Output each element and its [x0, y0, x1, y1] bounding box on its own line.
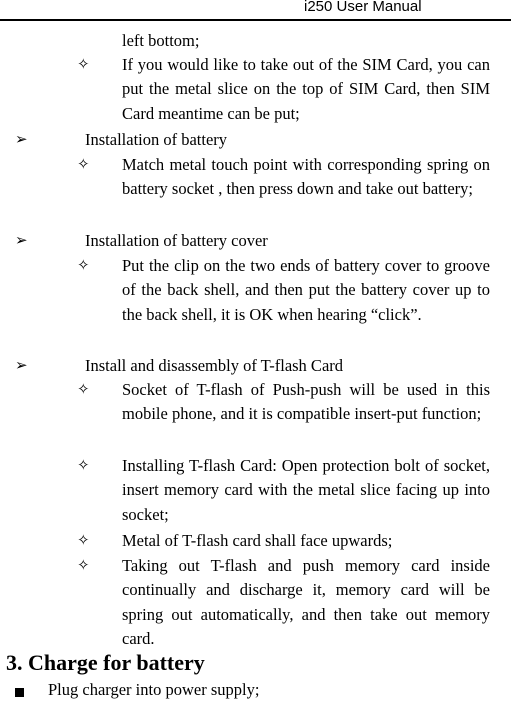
text-installing-tflash: Installing T-flash Card: Open protection bolt of socket, insert memory card with the metal slice facing up into socket;	[122, 456, 490, 524]
text-put-clip: Put the clip on the two ends of battery cover to groove of the back shell, and then put the battery cover up to the back shell, it is OK when hearing “click”.	[122, 256, 490, 324]
square-bullet-icon	[15, 688, 24, 697]
diamond-bullet-icon: ✧	[77, 57, 90, 73]
section-heading-charge: 3. Charge for battery	[6, 650, 205, 675]
diamond-bullet-icon: ✧	[77, 558, 90, 574]
item-install-tflash: Install and disassembly of T-flash Card	[85, 356, 344, 375]
diamond-bullet-icon: ✧	[77, 157, 90, 173]
text-match-metal: Match metal touch point with corresponding spring on battery socket , then press down and take out battery;	[122, 155, 490, 199]
diamond-bullet-icon: ✧	[77, 458, 90, 474]
diamond-bullet-icon: ✧	[77, 382, 90, 398]
arrow-bullet-icon: ➢	[15, 358, 28, 374]
item-install-battery: Installation of battery	[85, 130, 228, 149]
page-header	[0, 0, 511, 21]
arrow-bullet-icon: ➢	[15, 132, 28, 148]
text-left-bottom: left bottom;	[122, 31, 200, 50]
text-taking-out: Taking out T-flash and push memory card inside continually and discharge it, memory card will be spring out automatically, and then take out memory card.	[122, 556, 490, 648]
arrow-bullet-icon: ➢	[15, 233, 28, 249]
manual-title: i250 User Manual	[304, 0, 422, 15]
diamond-bullet-icon: ✧	[77, 533, 90, 549]
diamond-bullet-icon: ✧	[77, 258, 90, 274]
text-sim-takeout: If you would like to take out of the SIM Card, you can put the metal slice on the top of SIM Card, then SIM Card meantime can be put;	[122, 55, 490, 123]
text-socket-tflash: Socket of T-flash of Push-push will be used in this mobile phone, and it is compatible insert-put function;	[122, 380, 490, 424]
text-metal-face: Metal of T-flash card shall face upwards;	[122, 531, 393, 550]
text-plug-charger: Plug charger into power supply;	[48, 680, 260, 699]
item-install-cover: Installation of battery cover	[85, 231, 268, 250]
